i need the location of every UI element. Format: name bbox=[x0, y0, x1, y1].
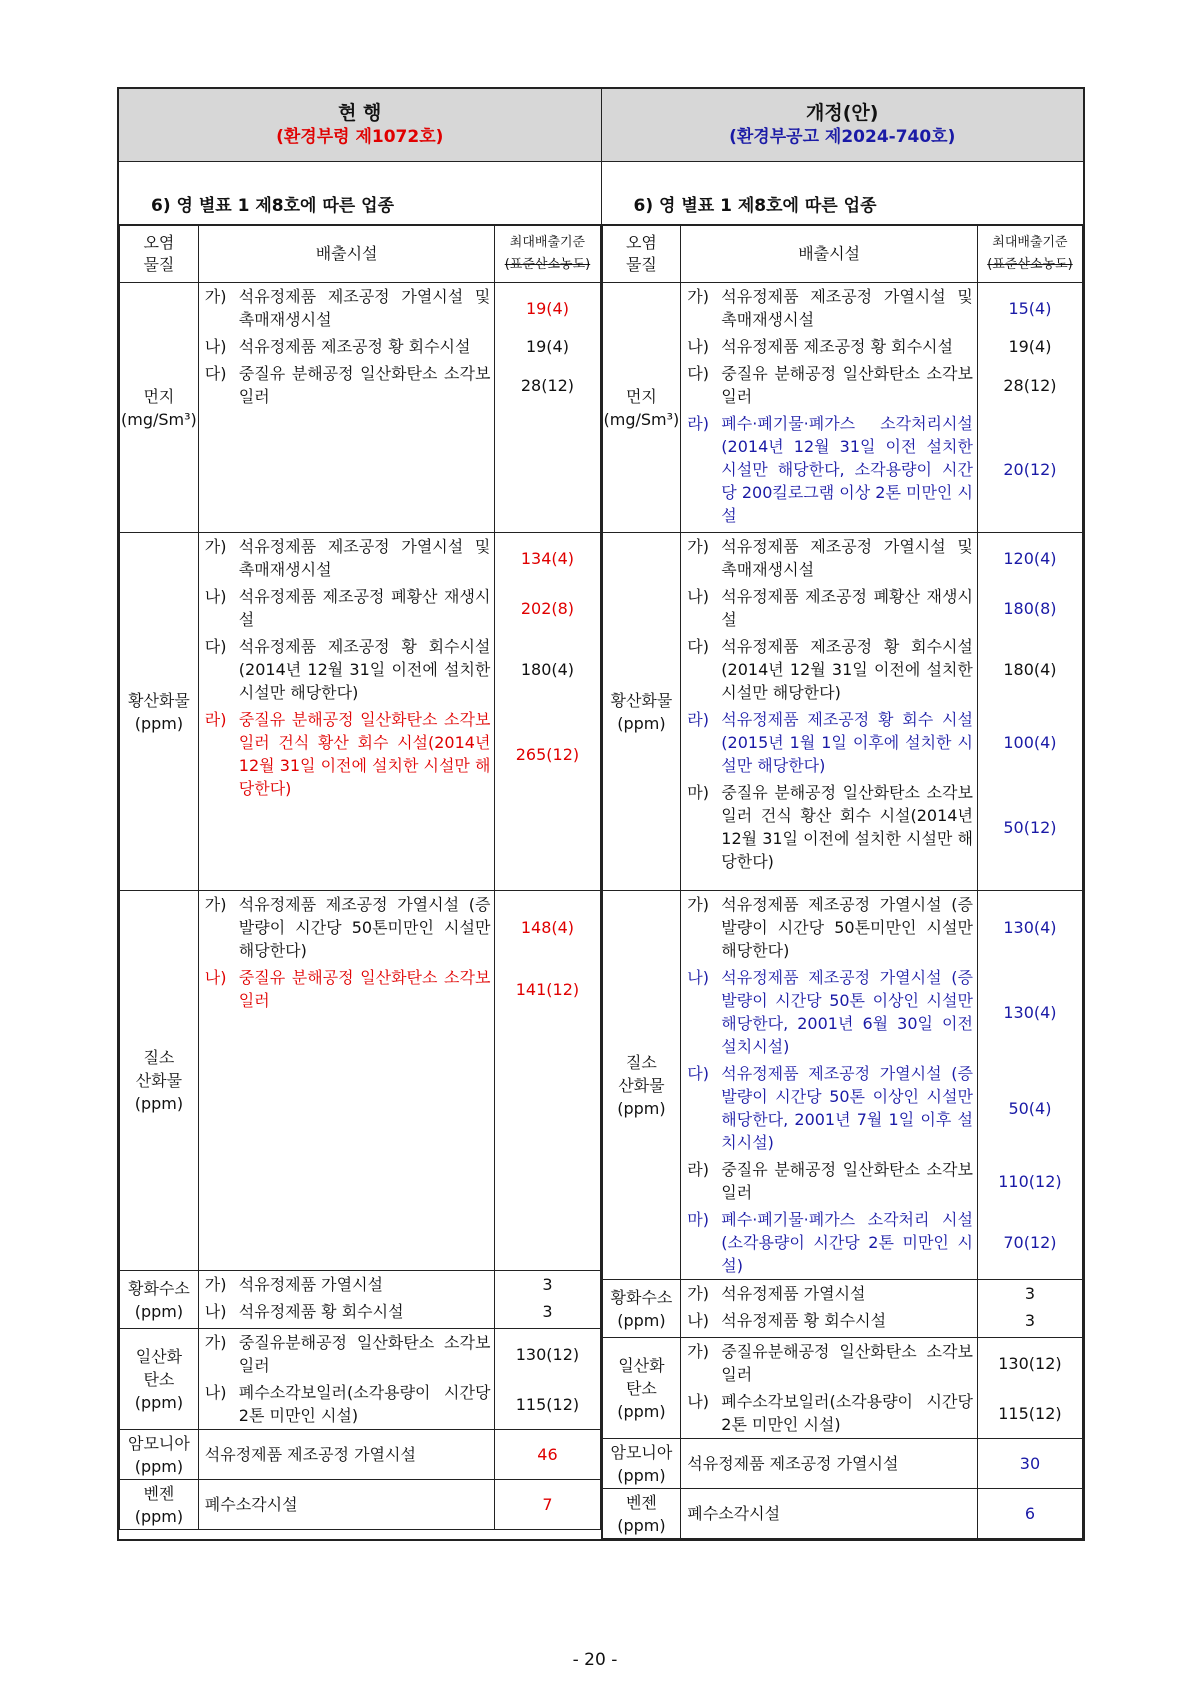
revised-pollutant-dust bbox=[602, 283, 681, 533]
facility-item-label: 다) bbox=[687, 364, 709, 383]
facility-item-label: 나) bbox=[204, 1383, 227, 1402]
facility-item-label: 나) bbox=[687, 968, 709, 987]
revised-facilities-benzene bbox=[681, 1489, 978, 1539]
limit-list bbox=[495, 283, 599, 410]
revised-row-benzene bbox=[602, 1489, 1083, 1539]
current-col-facility: 배출시설 bbox=[198, 226, 495, 283]
facility-item bbox=[687, 1388, 973, 1438]
revised-pollutant-sox bbox=[602, 533, 681, 891]
facility-item bbox=[687, 1338, 973, 1388]
current-pollutant-nox bbox=[120, 891, 199, 1271]
facility-item-text: 중질유분해공정 일산화탄소 소각보일러 bbox=[721, 1342, 973, 1384]
pollutant-name: 벤젠 bbox=[143, 1483, 175, 1503]
revised-col-pollutant: 오염 물질 bbox=[602, 226, 681, 283]
limit-value: 50(12) bbox=[1003, 817, 1057, 837]
pollutant-unit: (mg/Sm³) bbox=[121, 409, 197, 429]
facility-item-label: 가) bbox=[204, 895, 227, 914]
current-row-nox bbox=[120, 891, 601, 1271]
limit-list bbox=[495, 1329, 599, 1429]
limit-value: 19(4) bbox=[525, 337, 569, 356]
facility-item-text: 중질유분해공정 일산화탄소 소각보일러 bbox=[238, 1333, 491, 1375]
current-column-header-row bbox=[120, 226, 601, 283]
revised-col-limit-oxygen: (표준산소농도) bbox=[987, 257, 1073, 272]
facility-item bbox=[205, 533, 491, 583]
facility-item-text: 석유정제품 제조공정 가열시설 (증발량이 시간당 50톤미만인 시설만 해당한다) bbox=[238, 895, 491, 960]
facility-item-label: 나) bbox=[204, 337, 227, 356]
current-col-limit bbox=[495, 226, 600, 283]
current-limits-co bbox=[495, 1329, 600, 1430]
current-facilities-co bbox=[198, 1329, 495, 1430]
facility-item-text: 중질유 분해공정 일산화탄소 소각보일러 건식 황산 회수 시설(2014년 12월 31일 이전에 설치한 시설만 해당한다) bbox=[238, 710, 491, 798]
limit-value: 3 bbox=[1024, 1284, 1036, 1303]
current-facilities-benzene bbox=[198, 1480, 495, 1530]
revised-col-limit bbox=[977, 226, 1082, 283]
limit-value: 50(4) bbox=[1008, 1098, 1052, 1118]
facility-item-text: 석유정제품 황 회수시설 bbox=[238, 1302, 404, 1321]
revised-limits-h2s bbox=[977, 1280, 1082, 1338]
current-limits-nox bbox=[495, 891, 600, 1271]
revised-row-h2s bbox=[602, 1280, 1083, 1338]
revised-col-limit-title: 최대배출기준 bbox=[992, 235, 1068, 250]
facility-item-label: 가) bbox=[687, 537, 709, 556]
facility-item bbox=[687, 410, 973, 529]
limit-list bbox=[978, 283, 1082, 529]
revised-row-dust bbox=[602, 283, 1083, 533]
facility-item-text: 석유정제품 제조공정 가열시설 및 촉매재생시설 bbox=[238, 537, 491, 579]
pollutant-unit: (ppm) bbox=[617, 713, 666, 733]
facility-item-label: 가) bbox=[687, 287, 709, 306]
limit-value: 110(12) bbox=[998, 1171, 1062, 1191]
revised-limits-co bbox=[977, 1338, 1082, 1439]
facility-item bbox=[205, 706, 491, 802]
facility-item bbox=[205, 333, 491, 360]
revised-limits-sox bbox=[977, 533, 1082, 891]
current-facilities-nh3 bbox=[198, 1430, 495, 1480]
facility-item-text: 석유정제품 제조공정 가열시설 bbox=[204, 1445, 416, 1464]
pollutant-unit: (ppm) bbox=[134, 1456, 184, 1476]
current-col-limit-title: 최대배출기준 bbox=[509, 235, 586, 250]
current-limits-dust bbox=[495, 283, 600, 533]
current-pollutant-co bbox=[120, 1329, 199, 1430]
facility-item-label: 나) bbox=[687, 587, 709, 606]
facility-item bbox=[687, 1307, 973, 1334]
current-row-benzene bbox=[120, 1480, 601, 1530]
facility-item-label: 나) bbox=[687, 337, 709, 356]
comparison-table bbox=[117, 87, 1085, 1541]
facility-item bbox=[687, 633, 973, 706]
revised-emission-table bbox=[602, 225, 1084, 1539]
revised-limits-dust bbox=[977, 283, 1082, 533]
pollutant-unit: (ppm) bbox=[617, 1098, 666, 1118]
facility-item bbox=[687, 360, 973, 410]
facility-item-label: 나) bbox=[204, 968, 227, 987]
facility-item bbox=[687, 779, 973, 875]
revised-row-co bbox=[602, 1338, 1083, 1439]
facility-item-text: 석유정제품 제조공정 황 회수시설 (2014년 12월 31일 이전에 설치한 시설만 해당한다) bbox=[721, 637, 973, 702]
limit-list bbox=[978, 533, 1082, 875]
facility-item-text: 석유정제품 제조공정 가열시설 및 촉매재생시설 bbox=[238, 287, 491, 329]
facility-item-label: 다) bbox=[204, 364, 227, 383]
facility-item-label: 가) bbox=[687, 895, 709, 914]
limit-value: 19(4) bbox=[525, 298, 569, 318]
current-col-limit-oxygen: (표준산소농도) bbox=[504, 257, 591, 272]
facility-item-label: 라) bbox=[687, 710, 709, 729]
revised-column bbox=[601, 225, 1084, 1541]
current-row-nh3 bbox=[120, 1430, 601, 1480]
facility-item-text: 석유정제품 가열시설 bbox=[238, 1275, 383, 1294]
facility-item bbox=[205, 964, 491, 1014]
revised-title: 개정(안) bbox=[806, 102, 879, 124]
revised-facilities-dust bbox=[681, 283, 978, 533]
facility-item-label: 라) bbox=[687, 414, 709, 433]
facility-item-text: 석유정제품 제조공정 황 회수시설 bbox=[238, 337, 471, 356]
limit-value: 180(4) bbox=[1003, 660, 1057, 679]
revised-row-nox bbox=[602, 891, 1083, 1280]
limit-value: 141(12) bbox=[515, 979, 580, 999]
facility-item bbox=[205, 1379, 491, 1429]
current-col-pollutant: 오염 물질 bbox=[120, 226, 199, 283]
limit-value: 130(4) bbox=[1003, 918, 1057, 937]
facility-item-text: 폐수소각시설 bbox=[204, 1495, 298, 1514]
limit-value: 28(12) bbox=[520, 375, 575, 395]
revised-subtitle: (환경부공고 제2024-740호) bbox=[729, 127, 956, 147]
limit-value: 20(12) bbox=[1003, 460, 1057, 479]
facility-item-text: 석유정제품 제조공정 가열시설 및 촉매재생시설 bbox=[721, 287, 973, 329]
limit-value: 3 bbox=[542, 1275, 553, 1294]
limit-list bbox=[495, 891, 599, 1014]
current-pollutant-benzene bbox=[120, 1480, 199, 1530]
facility-item-label: 라) bbox=[687, 1160, 709, 1179]
facility-item-label: 나) bbox=[204, 587, 227, 606]
revised-facilities-sox bbox=[681, 533, 978, 891]
limit-value: 180(4) bbox=[520, 660, 575, 679]
pollutant-unit: (mg/Sm³) bbox=[603, 409, 680, 429]
limit-value: 148(4) bbox=[520, 918, 575, 937]
revised-pollutant-nh3 bbox=[602, 1439, 681, 1489]
facility-item bbox=[205, 360, 491, 410]
limit-value: 19(4) bbox=[1008, 337, 1052, 356]
facility-item-text: 석유정제품 제조공정 가열시설 bbox=[687, 1454, 899, 1473]
facility-item-text: 폐수소각보일러(소각용량이 시간당 2톤 미만인 시설) bbox=[721, 1392, 973, 1434]
facility-item bbox=[205, 1329, 491, 1379]
pollutant-name: 일산화 탄소 bbox=[135, 1346, 183, 1389]
pollutant-unit: (ppm) bbox=[617, 1465, 666, 1485]
facility-item-text: 중질유 분해공정 일산화탄소 소각보일러 건식 황산 회수 시설(2014년 12월 31일 이전에 설치한 시설만 해당한다) bbox=[721, 783, 973, 871]
revised-facilities-nh3 bbox=[681, 1439, 978, 1489]
limit-list bbox=[978, 891, 1082, 1279]
facility-item-text: 폐수소각보일러(소각용량이 시간당 2톤 미만인 시설) bbox=[238, 1383, 491, 1425]
current-row-dust bbox=[120, 283, 601, 533]
revised-col-facility: 배출시설 bbox=[681, 226, 978, 283]
pollutant-name: 황화수소 bbox=[610, 1287, 673, 1307]
pollutant-unit: (ppm) bbox=[617, 1310, 666, 1330]
limit-value: 28(12) bbox=[1003, 375, 1057, 395]
pollutant-unit: (ppm) bbox=[617, 1515, 666, 1535]
facility-item-label: 나) bbox=[204, 1302, 227, 1321]
pollutant-name: 먼지 bbox=[625, 386, 657, 406]
revised-header bbox=[601, 88, 1084, 162]
pollutant-name: 질소 산화물 bbox=[135, 1048, 183, 1090]
facility-item bbox=[687, 1156, 973, 1206]
facility-item-label: 마) bbox=[687, 783, 709, 802]
facility-item bbox=[687, 333, 973, 360]
limit-value: 202(8) bbox=[520, 598, 575, 618]
pollutant-name: 황화수소 bbox=[127, 1278, 190, 1298]
revised-facilities-co bbox=[681, 1338, 978, 1439]
current-column bbox=[118, 225, 601, 1541]
current-limits-sox bbox=[495, 533, 600, 891]
pollutant-name: 황산화물 bbox=[127, 690, 190, 710]
revised-limits-benzene: 6 bbox=[977, 1489, 1082, 1539]
current-emission-table bbox=[119, 225, 601, 1530]
current-pollutant-h2s bbox=[120, 1271, 199, 1329]
limit-list bbox=[978, 1338, 1082, 1438]
pollutant-unit: (ppm) bbox=[134, 713, 184, 733]
pollutant-name: 암모니아 bbox=[610, 1442, 673, 1462]
current-facilities-nox bbox=[198, 891, 495, 1271]
limit-value: 115(12) bbox=[515, 1394, 580, 1414]
current-header bbox=[118, 88, 601, 162]
facility-item bbox=[687, 1280, 973, 1307]
facility-item-text: 석유정제품 제조공정 황 회수시설 bbox=[721, 337, 953, 356]
current-limits-benzene: 7 bbox=[495, 1480, 600, 1530]
current-facilities-sox bbox=[198, 533, 495, 891]
facility-item-text: 중질유 분해공정 일산화탄소 소각보일러 bbox=[238, 968, 491, 1010]
limit-value: 15(4) bbox=[1008, 298, 1052, 318]
limit-value: 130(12) bbox=[998, 1353, 1062, 1373]
facility-item-label: 나) bbox=[687, 1311, 709, 1330]
facility-item-text: 폐수소각시설 bbox=[687, 1504, 781, 1523]
limit-value: 3 bbox=[542, 1302, 553, 1321]
revised-pollutant-nox bbox=[602, 891, 681, 1280]
pollutant-name: 일산화 탄소 bbox=[618, 1355, 665, 1398]
facility-item bbox=[687, 533, 973, 583]
facility-item bbox=[687, 583, 973, 633]
facility-item bbox=[205, 1271, 491, 1298]
facility-item-text: 폐수·폐기물·폐가스 소각처리시설 (2014년 12월 31일 이전 설치한 시설만 해당한다, 소각용량이 시간당 200킬로그램 이상 2톤 미만인 시설 bbox=[721, 414, 973, 525]
limit-list bbox=[495, 533, 599, 802]
facility-item bbox=[687, 1060, 973, 1156]
limit-value: 180(8) bbox=[1003, 598, 1057, 618]
facility-item bbox=[205, 891, 491, 964]
limit-value: 3 bbox=[1024, 1311, 1036, 1330]
limit-value: 100(4) bbox=[1003, 733, 1057, 752]
current-pollutant-nh3 bbox=[120, 1430, 199, 1480]
revised-row-nh3 bbox=[602, 1439, 1083, 1489]
limit-value: 265(12) bbox=[515, 744, 580, 764]
current-limits-nh3: 46 bbox=[495, 1430, 600, 1480]
facility-item-text: 석유정제품 황 회수시설 bbox=[721, 1311, 887, 1330]
facility-item-label: 가) bbox=[204, 287, 227, 306]
facility-item-label: 다) bbox=[687, 1064, 709, 1083]
page-number: - 20 - bbox=[572, 1650, 618, 1670]
facility-item-label: 가) bbox=[687, 1284, 709, 1303]
pollutant-unit: (ppm) bbox=[134, 1094, 184, 1113]
current-row-h2s bbox=[120, 1271, 601, 1329]
facility-item bbox=[687, 1206, 973, 1279]
pollutant-name: 황산화물 bbox=[610, 690, 673, 710]
pollutant-unit: (ppm) bbox=[134, 1301, 184, 1321]
pollutant-name: 질소 산화물 bbox=[618, 1052, 665, 1095]
current-section-heading: 6) 영 별표 1 제8호에 따른 업종 bbox=[118, 162, 601, 225]
limit-value: 130(12) bbox=[515, 1344, 580, 1364]
pollutant-name: 먼지 bbox=[143, 386, 175, 406]
facility-item-text: 석유정제품 제조공정 가열시설 및 촉매재생시설 bbox=[721, 537, 973, 579]
current-facilities-h2s bbox=[198, 1271, 495, 1329]
facility-item bbox=[687, 283, 973, 333]
revised-limits-nh3: 30 bbox=[977, 1439, 1082, 1489]
facility-item bbox=[205, 633, 491, 706]
revised-facilities-nox bbox=[681, 891, 978, 1280]
facility-item-label: 가) bbox=[204, 537, 227, 556]
facility-item-label: 라) bbox=[204, 710, 227, 729]
current-limits-h2s bbox=[495, 1271, 600, 1329]
current-pollutant-dust bbox=[120, 283, 199, 533]
facility-item-label: 가) bbox=[204, 1275, 227, 1294]
current-row-co bbox=[120, 1329, 601, 1430]
facility-item-label: 가) bbox=[204, 1333, 227, 1352]
facility-item-text: 석유정제품 제조공정 가열시설 (증발량이 시간당 50톤 이상인 시설만 해당한다, 2001년 6월 30일 이전 설치시설) bbox=[721, 968, 973, 1056]
facility-item-text: 석유정제품 제조공정 폐황산 재생시설 bbox=[721, 587, 973, 629]
pollutant-name: 암모니아 bbox=[127, 1433, 190, 1453]
limit-value: 120(4) bbox=[1003, 548, 1057, 568]
facility-item bbox=[205, 283, 491, 333]
facility-item-text: 석유정제품 제조공정 황 회수시설 (2014년 12월 31일 이전에 설치한 시설만 해당한다) bbox=[238, 637, 491, 702]
facility-item-text: 석유정제품 제조공정 황 회수 시설(2015년 1월 1일 이후에 설치한 시설만 해당한다) bbox=[721, 710, 973, 775]
facility-item-text: 중질유 분해공정 일산화탄소 소각보일러 bbox=[721, 1160, 973, 1202]
pollutant-unit: (ppm) bbox=[617, 1401, 666, 1421]
limit-value: 70(12) bbox=[1003, 1233, 1057, 1252]
facility-item-label: 다) bbox=[687, 637, 709, 656]
limit-value: 115(12) bbox=[998, 1403, 1062, 1423]
limit-list bbox=[978, 1280, 1082, 1334]
facility-item-text: 석유정제품 제조공정 폐황산 재생시설 bbox=[238, 587, 491, 629]
pollutant-name: 벤젠 bbox=[625, 1492, 657, 1512]
facility-item-text: 중질유 분해공정 일산화탄소 소각보일러 bbox=[721, 364, 973, 406]
facility-item-text: 폐수·폐기물·폐가스 소각처리 시설(소각용량이 시간당 2톤 미만인 시설) bbox=[721, 1210, 973, 1275]
current-subtitle: (환경부령 제1072호) bbox=[276, 127, 444, 147]
current-title: 현 행 bbox=[338, 102, 382, 124]
limit-value: 130(4) bbox=[1003, 1002, 1057, 1022]
limit-value: 134(4) bbox=[520, 548, 575, 568]
revised-pollutant-co bbox=[602, 1338, 681, 1439]
facility-item-label: 마) bbox=[687, 1210, 709, 1229]
facility-item-text: 석유정제품 제조공정 가열시설 (증발량이 시간당 50톤 이상인 시설만 해당한다, 2001년 7월 1일 이후 설치시설) bbox=[721, 1064, 973, 1152]
revised-column-header-row bbox=[602, 226, 1083, 283]
facility-item-label: 가) bbox=[687, 1342, 709, 1361]
facility-item-text: 석유정제품 제조공정 가열시설 (증발량이 시간당 50톤미만인 시설만 해당한다) bbox=[721, 895, 973, 960]
facility-item bbox=[687, 706, 973, 779]
facility-item bbox=[205, 1298, 491, 1325]
revised-facilities-h2s bbox=[681, 1280, 978, 1338]
pollutant-unit: (ppm) bbox=[134, 1392, 184, 1412]
revised-pollutant-h2s bbox=[602, 1280, 681, 1338]
facility-item-text: 중질유 분해공정 일산화탄소 소각보일러 bbox=[238, 364, 491, 406]
current-row-sox bbox=[120, 533, 601, 891]
revised-pollutant-benzene bbox=[602, 1489, 681, 1539]
facility-item bbox=[205, 583, 491, 633]
facility-item bbox=[687, 964, 973, 1060]
pollutant-unit: (ppm) bbox=[134, 1506, 184, 1526]
facility-item bbox=[687, 891, 973, 964]
current-pollutant-sox bbox=[120, 533, 199, 891]
current-facilities-dust bbox=[198, 283, 495, 533]
facility-item-label: 나) bbox=[687, 1392, 709, 1411]
revised-limits-nox bbox=[977, 891, 1082, 1280]
facility-item-text: 석유정제품 가열시설 bbox=[721, 1284, 866, 1303]
revised-row-sox bbox=[602, 533, 1083, 891]
facility-item-label: 다) bbox=[204, 637, 227, 656]
revised-section-heading: 6) 영 별표 1 제8호에 따른 업종 bbox=[601, 162, 1084, 225]
limit-list bbox=[495, 1271, 599, 1325]
